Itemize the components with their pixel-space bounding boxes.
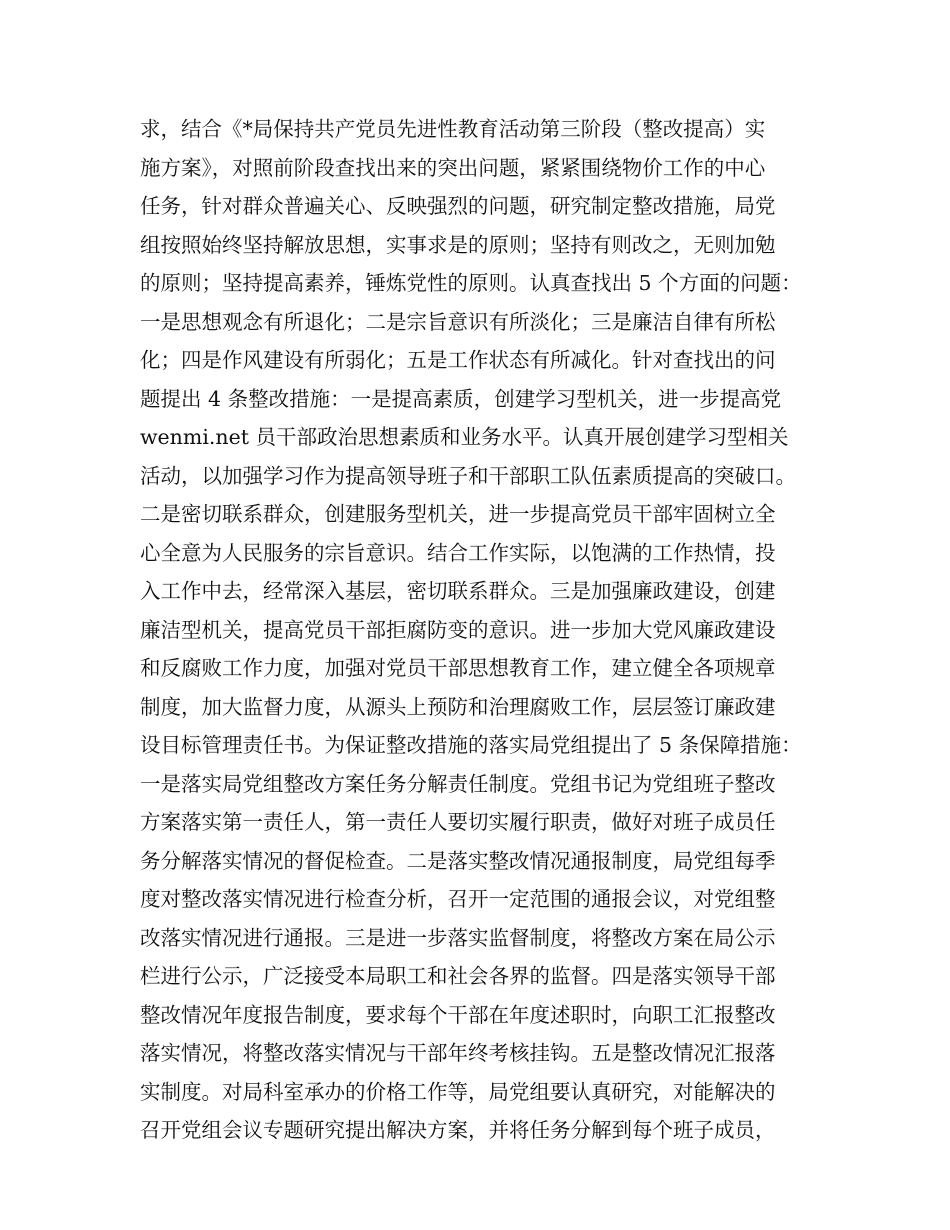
text-line: 一是思想观念有所退化；二是宗旨意识有所淡化；三是廉洁自律有所松 (140, 309, 776, 334)
text-line: 整改情况年度报告制度，要求每个干部在年度述职时，向职工汇报整改 (140, 1002, 776, 1027)
text-line: wenmi.net 员干部政治思想素质和业务水平。认真开展创建学习型相关 (140, 425, 789, 449)
text-line: 题提出 4 条整改措施：一是提高素质，创建学习型机关，进一步提高党 (140, 386, 782, 411)
text-line: 和反腐败工作力度，加强对党员干部思想教育工作，建立健全各项规章 (140, 656, 776, 680)
text-line: 心全意为人民服务的宗旨意识。结合工作实际，以饱满的工作热情，投 (140, 540, 776, 565)
text-line: 栏进行公示，广泛接受本局职工和社会各界的监督。四是落实领导干部 (140, 964, 776, 988)
text-line: 活动，以加强学习作为提高领导班子和干部职工队伍素质提高的突破口。 (140, 463, 796, 488)
text-line: 实制度。对局科室承办的价格工作等，局党组要认真研究，对能解决的 (140, 1079, 776, 1104)
text-line: 求，结合《*局保持共产党员先进性教育活动第三阶段（整改提高）实 (140, 117, 766, 141)
text-line: 落实情况，将整改落实情况与干部年终考核挂钩。五是整改情况汇报落 (140, 1041, 776, 1065)
text-line: 召开党组会议专题研究提出解决方案，并将任务分解到每个班子成员， (140, 1118, 776, 1142)
text-line: 务分解落实情况的督促检查。二是落实整改情况通报制度，局党组每季 (140, 848, 776, 873)
text-line: 改落实情况进行通报。三是进一步落实监督制度，将整改方案在局公示 (140, 925, 776, 950)
text-line: 组按照始终坚持解放思想，实事求是的原则；坚持有则改之，无则加勉 (140, 232, 776, 257)
text-line: 一是落实局党组整改方案任务分解责任制度。党组书记为党组班子整改 (140, 771, 776, 796)
text-line: 化；四是作风建设有所弱化；五是工作状态有所减化。针对查找出的问 (140, 348, 776, 372)
text-line: 施方案》，对照前阶段查找出来的突出问题，紧紧围绕物价工作的中心 (140, 155, 766, 180)
text-line: 制度，加大监督力度，从源头上预防和治理腐败工作，层层签订廉政建 (140, 694, 776, 719)
text-line: 廉洁型机关，提高党员干部拒腐防变的意识。进一步加大党风廉政建设 (140, 617, 776, 642)
text-line: 的原则；坚持提高素养，锤炼党性的原则。认真查找出 5 个方面的问题： (140, 271, 802, 295)
body-text (140, 110, 830, 1150)
text-line: 设目标管理责任书。为保证整改措施的落实局党组提出了 5 条保障措施： (140, 733, 802, 757)
text-line: 入工作中去，经常深入基层，密切联系群众。三是加强廉政建设，创建 (140, 579, 776, 603)
text-line: 任务，针对群众普遍关心、反映强烈的问题，研究制定整改措施，局党 (140, 194, 776, 218)
text-line: 度对整改落实情况进行检查分析，召开一定范围的通报会议，对党组整 (140, 887, 776, 911)
text-line: 方案落实第一责任人，第一责任人要切实履行职责，做好对班子成员任 (140, 810, 776, 834)
text-line: 二是密切联系群众，创建服务型机关，进一步提高党员干部牢固树立全 (140, 502, 776, 526)
